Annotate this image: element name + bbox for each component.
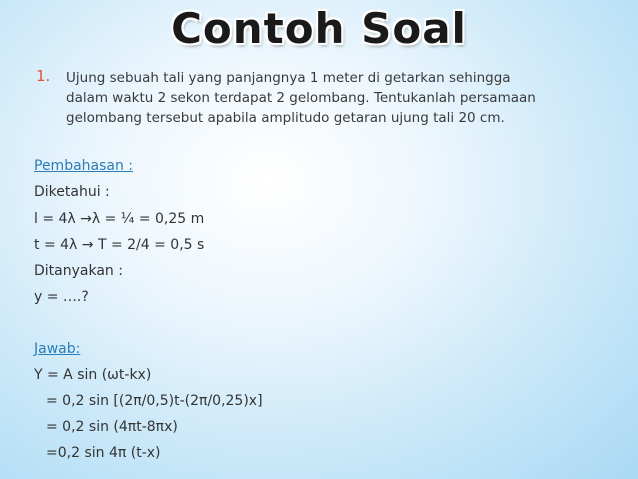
answer-line-4: =0,2 sin 4π (t-x) — [46, 445, 161, 461]
question-line: dalam waktu 2 sekon terdapat 2 gelombang. Tentukanlah persamaan — [66, 90, 536, 106]
question-line: Ujung sebuah tali yang panjangnya 1 meter di getarkan sehingga — [66, 70, 511, 86]
answer-line-3: = 0,2 sin (4πt-8πx) — [46, 419, 178, 435]
question-text — [66, 68, 616, 128]
question-line: gelombang tersebut apabila amplitudo getaran ujung tali 20 cm. — [66, 110, 505, 126]
known-line-2: t = 4λ → T = 2/4 = 0,5 s — [34, 237, 205, 253]
slide-title: Contoh Soal — [171, 4, 467, 53]
answer-line-1: Y = A sin (ωt-kx) — [34, 367, 152, 383]
known-line-1: l = 4λ →λ = ¼ = 0,25 m — [34, 211, 205, 227]
asked-label: Ditanyakan : — [34, 263, 123, 279]
answer-line-2: = 0,2 sin [(2π/0,5)t-(2π/0,25)x] — [46, 393, 263, 409]
asked-line: y = ….? — [34, 289, 89, 305]
question-number: 1. — [36, 67, 51, 85]
known-label: Diketahui : — [34, 184, 110, 200]
answer-heading: Jawab: — [34, 341, 81, 357]
solution-heading: Pembahasan : — [34, 158, 134, 174]
